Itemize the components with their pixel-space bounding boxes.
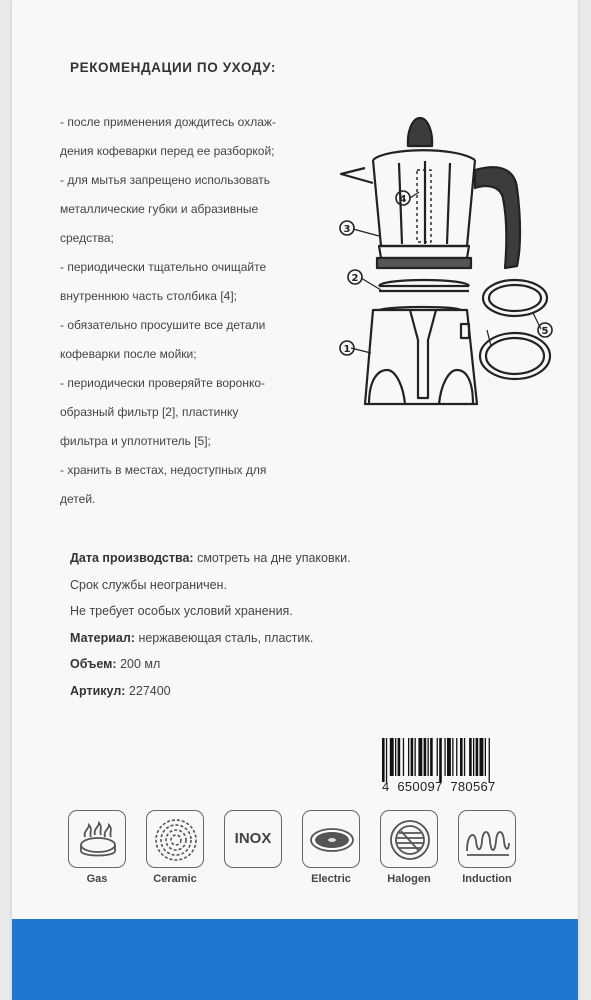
care-line: дения кофеварки перед ее разборкой; xyxy=(60,144,275,158)
barcode-bar xyxy=(418,738,422,776)
barcode-bar xyxy=(395,738,396,776)
volume: Объем: 200 мл xyxy=(70,657,161,671)
barcode-bar xyxy=(444,738,445,776)
stove-label: Electric xyxy=(311,873,351,885)
barcode-bar xyxy=(430,738,433,776)
stove-label: Gas xyxy=(86,873,108,885)
care-title: РЕКОМЕНДАЦИИ ПО УХОДУ: xyxy=(70,60,277,75)
barcode-bar xyxy=(428,738,429,776)
callout-1: 1 xyxy=(343,344,351,355)
product-info xyxy=(70,545,490,704)
callout-2: 2 xyxy=(351,273,359,284)
barcode-bar xyxy=(473,738,474,776)
induction-coil-icon xyxy=(458,810,516,868)
service-life: Срок службы неограничен. xyxy=(70,577,227,592)
barcode-number: 4 650097 780567 xyxy=(382,779,496,794)
ceramic-hob-icon xyxy=(146,810,204,868)
gas-burner-icon xyxy=(68,810,126,868)
care-line: - обязательно просушите все детали xyxy=(60,318,266,332)
care-line: детей. xyxy=(60,492,96,506)
care-line: - периодически проверяйте воронко- xyxy=(60,376,266,390)
barcode-bar xyxy=(390,738,394,776)
stove-label: Halogen xyxy=(387,873,431,885)
stove-compatibility xyxy=(66,810,536,890)
care-line: образный фильтр [2], пластинку xyxy=(60,405,239,419)
barcode-bar xyxy=(386,738,387,782)
stove-label: Ceramic xyxy=(153,873,197,885)
care-line: кофеварки после мойки; xyxy=(60,347,197,361)
barcode-bar xyxy=(489,738,490,782)
care-line: - после применения дождитесь охлаж- xyxy=(60,115,276,129)
moka-pot-diagram xyxy=(335,108,570,418)
brand-color-band xyxy=(12,919,578,1000)
callout-4: 4 xyxy=(399,194,407,205)
stove-label: Induction xyxy=(462,873,512,885)
care-line: - для мытья запрещено использовать xyxy=(60,173,270,187)
stove-halogen xyxy=(378,810,440,885)
barcode-bar xyxy=(464,738,465,776)
stove-induction xyxy=(456,810,518,885)
barcode-bar xyxy=(382,738,385,782)
callout-3: 3 xyxy=(343,224,351,235)
barcode-bar xyxy=(411,738,414,776)
barcode-bar xyxy=(480,738,484,776)
article: Артикул: 227400 xyxy=(70,683,171,698)
storage-conditions: Не требует особых условий хранения. xyxy=(70,604,293,618)
inox-icon xyxy=(224,810,282,868)
care-line: - хранить в местах, недоступных для xyxy=(60,463,267,477)
material: Материал: нержавеющая сталь, пластик. xyxy=(70,630,314,645)
electric-plate-icon xyxy=(302,810,360,868)
barcode-bar xyxy=(456,738,457,776)
barcode-bar xyxy=(437,738,438,776)
barcode-bar xyxy=(485,738,486,776)
barcode-bar xyxy=(447,738,451,776)
stove-electric xyxy=(300,810,362,885)
care-line: средства; xyxy=(60,231,114,245)
barcode-bar xyxy=(415,738,416,776)
barcode-bar xyxy=(439,738,442,782)
production-date: Дата производства: смотреть на дне упаковки. xyxy=(70,551,351,565)
halogen-hob-icon xyxy=(380,810,438,868)
barcode-bar xyxy=(408,738,409,776)
care-line: фильтра и уплотнитель [5]; xyxy=(60,434,211,448)
barcode-bar xyxy=(403,738,404,776)
callout-5: 5 xyxy=(541,326,549,337)
barcode-bar xyxy=(460,738,463,776)
care-line: - периодически тщательно очищайте xyxy=(60,260,267,274)
barcode-bar xyxy=(424,738,427,776)
care-line: внутреннюю часть столбика [4]; xyxy=(60,289,237,303)
care-line: металлические губки и абразивные xyxy=(60,202,259,216)
care-instructions xyxy=(60,108,330,514)
stove-inox xyxy=(222,810,284,873)
barcode-bar xyxy=(452,738,453,776)
barcode-bar xyxy=(398,738,401,776)
stove-gas xyxy=(66,810,128,885)
barcode-bar xyxy=(469,738,472,776)
stove-ceramic xyxy=(144,810,206,885)
inox-text: INOX xyxy=(234,830,272,847)
barcode-bar xyxy=(476,738,479,776)
